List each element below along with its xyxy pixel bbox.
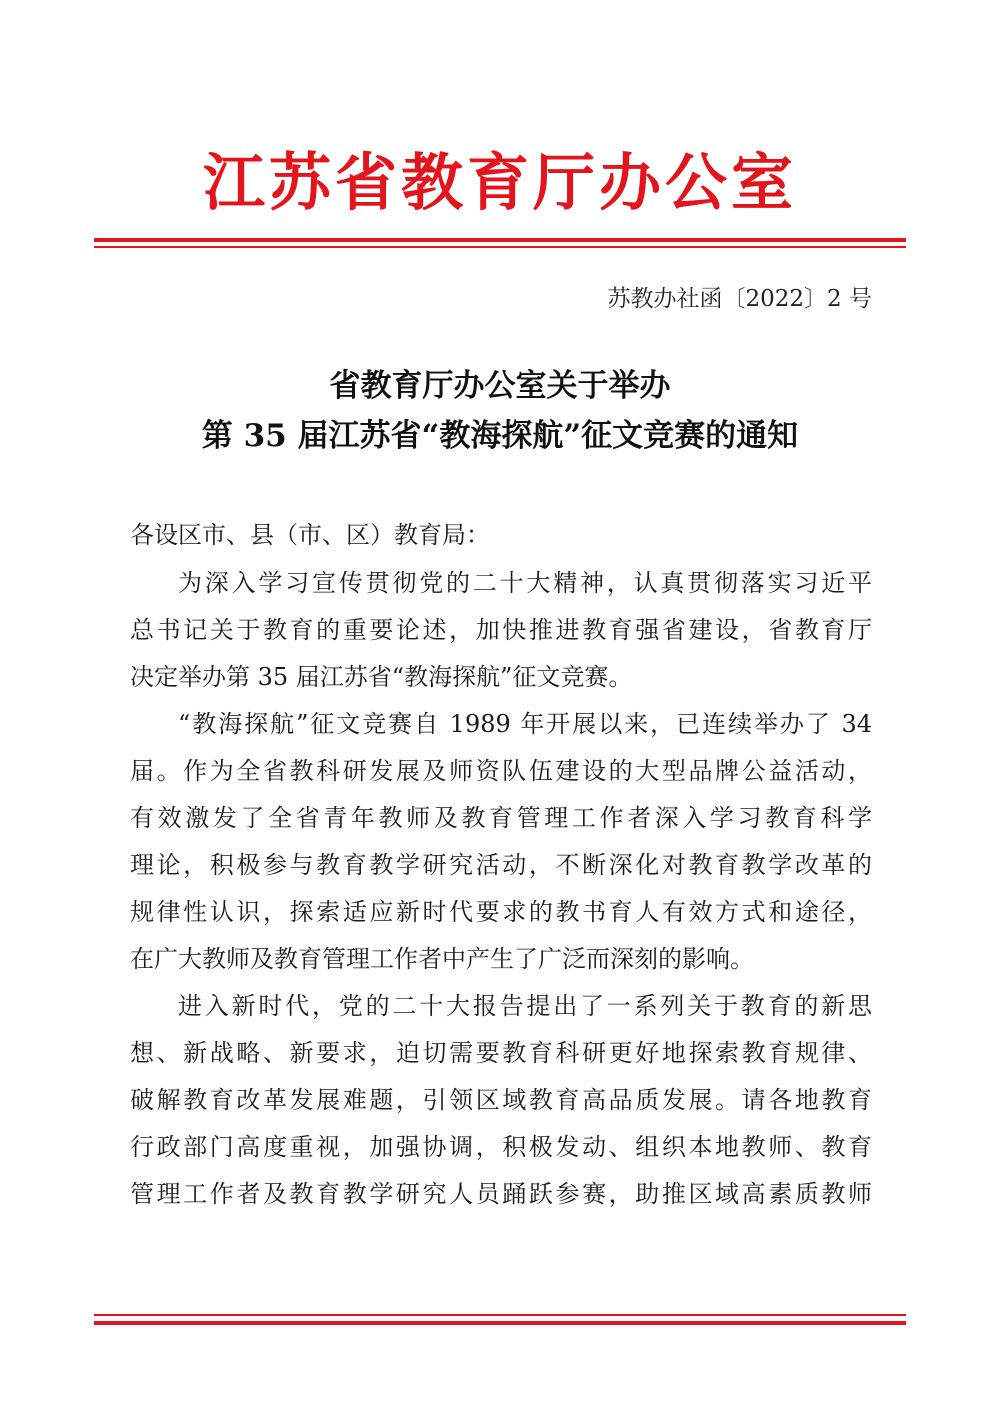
body-line: 在广大教师及教育管理工作者中产生了广泛而深刻的影响。 [130, 945, 754, 973]
body-line: 行政部门高度重视，加强协调，积极发动、组织本地教师、教育 [130, 1133, 872, 1161]
issuing-organization-title: 江苏省教育厅办公室 [202, 146, 797, 219]
document-title-line-1: 省教育厅办公室关于举办 [329, 368, 671, 404]
body-line: 规律性认识，探索适应新时代要求的教书育人有效方式和途径， [130, 898, 872, 926]
body-line: 想、新战略、新要求，迫切需要教育科研更好地探索教育规律、 [130, 1039, 872, 1067]
body-line: 有效激发了全省青年教师及教育管理工作者深入学习教育科学 [130, 804, 872, 832]
salutation: 各设区市、县（市、区）教育局： [130, 521, 490, 549]
body-line: 总书记关于教育的重要论述，加快推进教育强省建设，省教育厅 [130, 616, 872, 644]
body-line: 届。作为全省教科研发展及师资队伍建设的大型品牌公益活动， [130, 757, 872, 785]
header-rule-thick [94, 238, 906, 242]
body-line: 管理工作者及教育教学研究人员踊跃参赛，助推区域高素质教师 [130, 1180, 872, 1208]
body-line: 破解教育改革发展难题，引领区域教育高品质发展。请各地教育 [130, 1086, 872, 1114]
paragraph-2 [130, 701, 872, 983]
document-title-line-2: 第 35 届江苏省“教海探航”征文竞赛的通知 [201, 418, 799, 454]
body-line: 决定举办第 35 届江苏省“教海探航”征文竞赛。 [130, 663, 633, 691]
body-line: 为深入学习宣传贯彻党的二十大精神，认真贯彻落实习近平 [178, 569, 872, 597]
paragraph-3 [130, 983, 872, 1218]
header-rule-thin [94, 246, 906, 248]
paragraph-1 [130, 560, 872, 701]
body-line: 进入新时代，党的二十大报告提出了一系列关于教育的新思 [178, 992, 872, 1020]
document-body [130, 560, 872, 1218]
body-line: 理论，积极参与教育教学研究活动，不断深化对教育教学改革的 [130, 851, 872, 879]
footer-rule-thin [94, 1314, 906, 1316]
body-line: “教海探航”征文竞赛自 1989 年开展以来，已连续举办了 34 [178, 710, 872, 738]
document-number: 苏教办社函〔2022〕2 号 [607, 286, 872, 312]
footer-rule-thick [94, 1321, 906, 1325]
